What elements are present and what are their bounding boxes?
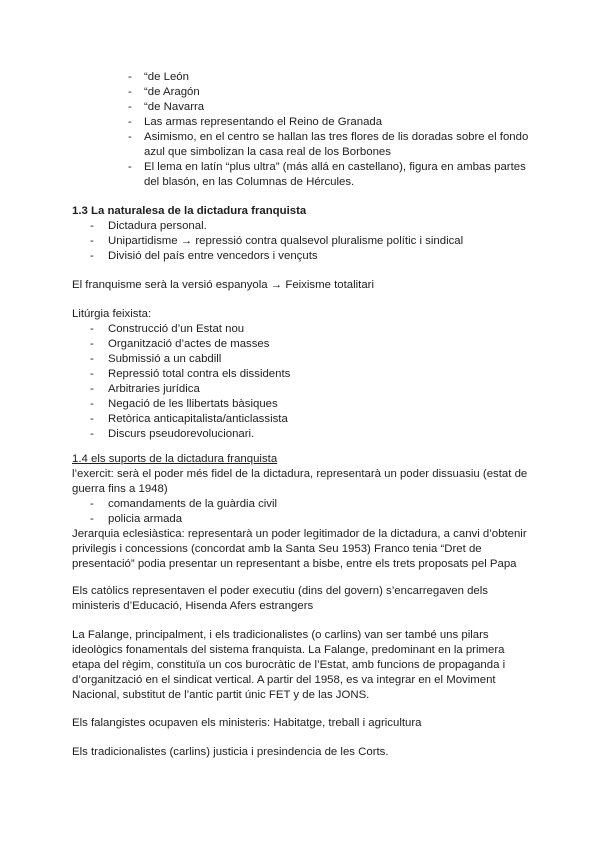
blason-section — [72, 70, 532, 190]
list-item: - Asimismo, en el centro se hallan las tres flores de lis doradas sobre el fondo azul que simbolizan la casa real de los Borbones — [128, 131, 529, 158]
list-item: - Organització d’actes de masses — [90, 338, 270, 350]
list-item: - Arbitraries jurídica — [90, 383, 200, 395]
jerarquia-paragraph: Jerarquia eclesiàstica: representarà un poder legitimador de la dictadura, a canvi d’obtenir privilegis i concessions (concordat amb la Santa Seu 1953) Franco tenia “Dret de presentació” podia presentar un representant a bisbe, entre els trets proposats pel Papa — [72, 528, 527, 570]
falange-paragraph — [72, 628, 532, 703]
list-item: - policia armada — [90, 513, 183, 525]
list-item: - Submissió a un cabdill — [90, 353, 222, 365]
paragraph: La Falange, principalment, i els tradicionalistes (o carlins) van ser també uns pilars ideològics fonamentals del sistema franquista. La Falange, predominant en la primera etapa del règim, constituïa un cos burocràtic de l’Estat, amb funcions de propaganda i d’organització en el sindicat vertical. A partir del 1958, es va integrar en el Moviment Nacional, substitut de l’antic partit únic FET y de las JONS. — [72, 629, 506, 701]
list-item: - Divisió del país entre vencedors i vençuts — [90, 250, 318, 262]
liturgia-title: Litúrgia feixista: — [72, 308, 152, 320]
list-item: - El lema en latín “plus ultra” (más allá en castellano), figura en ambas partes del blasón, en las Columnas de Hércules. — [128, 161, 526, 188]
list-item: - Discurs pseudorevolucionari. — [90, 428, 255, 440]
paragraph: Els catòlics representaven el poder executiu (dins del govern) s’encarregaven dels ministeris d’Educació, Hisenda Afers estrangers — [72, 585, 488, 612]
paragraph: Els tradicionalistes (carlins) justicia i presindencia de les Corts. — [72, 746, 389, 758]
list-item: - Construcció d’un Estat nou — [90, 323, 245, 335]
franquisme-paragraph — [72, 278, 532, 293]
paragraph: Els falangistes ocupaven els ministeris: Habitatge, treball i agricultura — [72, 717, 422, 729]
naturalesa-list — [90, 219, 532, 264]
falangistes-paragraph — [72, 716, 532, 731]
list-item: - “de León — [128, 71, 189, 83]
section-heading: 1.3 La naturalesa de la dictadura franquista — [72, 205, 307, 217]
list-item: - Negació de les llibertats bàsiques — [90, 398, 278, 410]
exercit-list — [90, 497, 532, 527]
blason-list — [128, 70, 532, 190]
list-item: - Dictadura personal. — [90, 220, 207, 232]
list-item: - Las armas representando el Reino de Granada — [128, 116, 383, 128]
list-item: - “de Aragón — [128, 86, 200, 98]
exercit-paragraph: l’exercit: serà el poder més fidel de la dictadura, representarà un poder dissuasiu (estat de guerra fins a 1948) — [72, 468, 528, 495]
section-heading: 1.4 els suports de la dictadura franquista — [72, 453, 278, 465]
paragraph: El franquisme serà la versió espanyola → Feixisme totalitari — [72, 279, 374, 291]
list-item: - “de Navarra — [128, 101, 205, 113]
liturgia-list — [90, 322, 532, 442]
section-1-4 — [72, 452, 532, 572]
catolics-paragraph — [72, 584, 532, 614]
list-item: - Retòrica anticapitalista/anticlassista — [90, 413, 288, 425]
tradicionalistes-paragraph — [72, 745, 532, 760]
list-item: - comandaments de la guàrdia civil — [90, 498, 278, 510]
section-1-3 — [72, 204, 532, 264]
list-item: - Unipartidisme → repressió contra qualsevol pluralisme polític i sindical — [90, 235, 464, 247]
liturgia-section — [72, 307, 532, 442]
list-item: - Repressió total contra els dissidents — [90, 368, 291, 380]
